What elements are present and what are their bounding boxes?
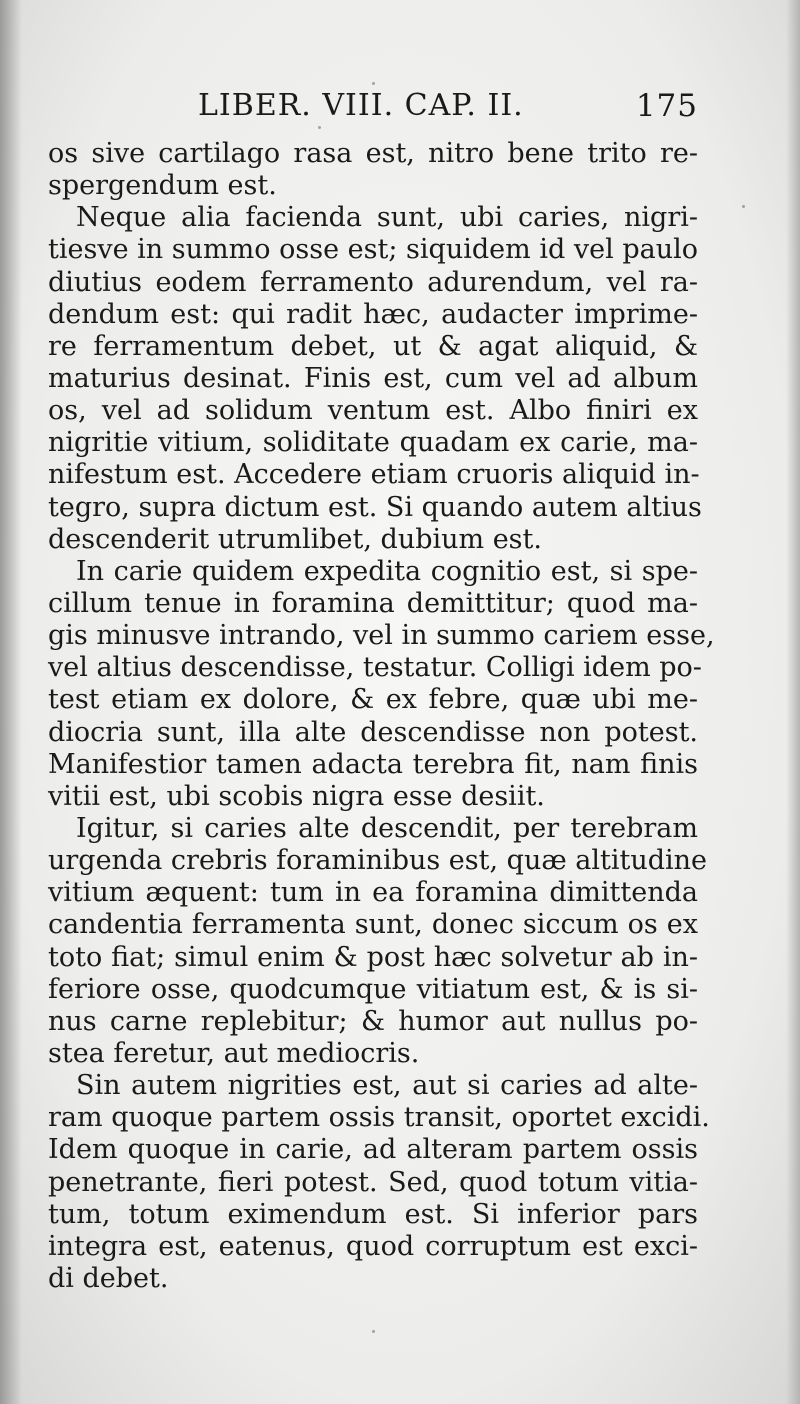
text-line: test etiam ex dolore, & ex febre, quæ ubi me- [48,684,698,716]
text-line: diocria sunt, illa alte descendisse non potest. [48,716,698,748]
text-line: tiesve in summo osse est; siquidem id vel paulo [48,234,698,266]
text-line: os sive cartilago rasa est, nitro bene trito re- [48,138,698,169]
paragraph [48,138,698,202]
text-line: vitii est, ubi scobis nigra esse desiit. [48,780,545,812]
paragraph [48,1070,710,1295]
running-head: LIBER. VIII. CAP. II. [198,88,524,123]
text-line: ram quoque partem ossis transit, oportet excidi. [48,1102,710,1134]
text-line: feriore osse, quodcumque vitiatum est, & is si- [48,973,698,1005]
paper-speck [372,1330,375,1333]
text-line: penetrante, fieri potest. Sed, quod totum vitia- [48,1166,698,1198]
paper-speck [318,126,321,129]
text-line: nus carne replebitur; & humor aut nullus po- [48,1005,698,1037]
text-line: urgenda crebris foraminibus est, quæ altitudine [48,845,708,877]
text-line: vitium æquent: tum in ea foramina dimittenda [48,877,698,909]
text-line: dendum est: qui radit hæc, audacter imprime- [48,298,698,330]
body-text [48,138,715,1295]
paragraph [48,555,715,813]
paragraph [48,202,702,556]
text-line: os, vel ad solidum ventum est. Albo finiri ex [48,395,698,427]
text-line: integra est, eatenus, quod corruptum est exci- [48,1230,698,1262]
page-number: 175 [635,88,698,124]
text-line: spergendum est. [48,170,277,202]
text-line: descenderit utrumlibet, dubium est. [48,523,542,555]
paper-speck [742,205,745,208]
text-line: di debet. [48,1262,169,1294]
text-line: nifestum est. Accedere etiam cruoris aliquid in- [48,459,700,491]
text-line: candentia ferramenta sunt, donec siccum os ex [48,909,698,941]
text-line: Idem quoque in carie, ad alteram partem ossis [48,1134,698,1166]
text-line: Manifestior tamen adacta terebra fit, nam finis [48,748,698,780]
text-line: In carie quidem expedita cognitio est, si spe- [76,555,698,587]
paper-speck [372,82,375,85]
text-line: gis minusve intrando, vel in summo cariem esse, [48,620,715,652]
text-line: re ferramentum debet, ut & agat aliquid, & [48,330,698,362]
text-line: maturius desinat. Finis est, cum vel ad album [48,362,698,394]
text-line: toto fiat; simul enim & post hæc solvetur ab in- [48,941,698,973]
text-line: diutius eodem ferramento adurendum, vel ra- [48,266,698,298]
text-line: vel altius descendisse, testatur. Colligi idem po- [48,652,702,684]
text-line: nigritie vitium, soliditate quadam ex carie, ma- [48,427,698,459]
text-line: tum, totum eximendum est. Si inferior pars [48,1198,698,1230]
text-line: cillum tenue in foramina demittitur; quod ma- [48,587,698,619]
text-line: stea feretur, aut mediocris. [48,1037,420,1069]
paragraph [48,812,708,1070]
text-line: tegro, supra dictum est. Si quando autem altius [48,491,702,523]
text-line: Igitur, si caries alte descendit, per terebram [76,812,698,844]
text-line: Sin autem nigrities est, aut si caries ad alte- [76,1070,698,1102]
text-line: Neque alia facienda sunt, ubi caries, nigri- [76,202,698,234]
page-header [48,88,698,132]
